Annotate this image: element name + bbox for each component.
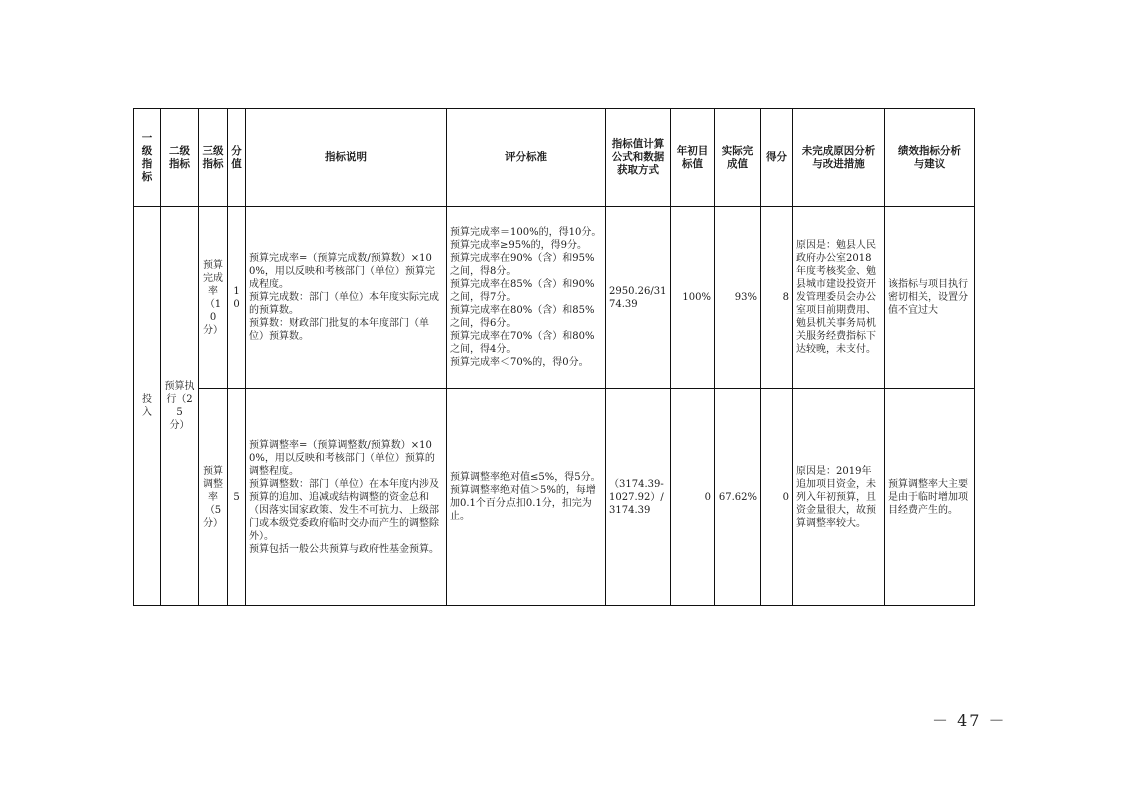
level2-cell: 预算执 行（25 分） xyxy=(161,207,199,606)
header-target: 年初目 标值 xyxy=(671,109,715,207)
target-cell: 0 xyxy=(671,389,715,606)
actual-cell: 67.62% xyxy=(715,389,761,606)
reason-cell: 原因是：勉县人民政府办公室2018年度考核奖金、勉县城市建设投资开发管理委员会办公室项目前期费用、勉县机关事务局机关服务经费指标下达较晚，未支付。 xyxy=(793,207,885,389)
score-cell: 8 xyxy=(761,207,793,389)
table-row xyxy=(134,207,975,389)
header-level3: 三级 指标 xyxy=(199,109,228,207)
level3-cell: 预算 完成 率 （10 分） xyxy=(199,207,228,389)
formula-cell: 2950.26/3174.39 xyxy=(606,207,671,389)
description-cell: 预算调整率=（预算调整数/预算数）×100%，用以反映和考核部门（单位）预算的调整程度。 预算调整数：部门（单位）在本年度内涉及预算的追加、追减或结构调整的资金总和（因落实国家政策、发生不可抗力、上级部门或本级党委政府临时交办而产生的调整除外）。 预算包括一般公共预算与政府性基金预算。 xyxy=(246,389,447,606)
description-cell: 预算完成率=（预算完成数/预算数）×100%，用以反映和考核部门（单位）预算完成程度。 预算完成数：部门（单位）本年度实际完成的预算数。 预算数：财政部门批复的本年度部门（单位）预算数。 xyxy=(246,207,447,389)
reason-cell: 原因是：2019年追加项目资金，未列入年初预算，且资金量很大，故预算调整率较大。 xyxy=(793,389,885,606)
header-reason: 未完成原因分析 与改进措施 xyxy=(793,109,885,207)
criteria-cell: 预算调整率绝对值≤5%，得5分。 预算调整率绝对值＞5%的，每增加0.1个百分点扣0.1分，扣完为止。 xyxy=(447,389,606,606)
page-number: － 47 － xyxy=(932,711,1007,730)
header-actual: 实际完 成值 xyxy=(715,109,761,207)
header-formula: 指标值计算 公式和数据 获取方式 xyxy=(606,109,671,207)
actual-cell: 93% xyxy=(715,207,761,389)
formula-cell: （3174.39-1027.92）/3174.39 xyxy=(606,389,671,606)
header-level2: 二级 指标 xyxy=(161,109,199,207)
score-value-cell: 5 xyxy=(228,389,246,606)
analysis-cell: 预算调整率大主要是由于临时增加项目经费产生的。 xyxy=(885,389,975,606)
header-analysis: 绩效指标分析 与建议 xyxy=(885,109,975,207)
score-value-cell: 10 xyxy=(228,207,246,389)
criteria-cell: 预算完成率＝100%的，得10分。 预算完成率≥95%的，得9分。 预算完成率在90%（含）和95%之间，得8分。 预算完成率在85%（含）和90%之间，得7分。 预算完成率在80%（含）和85%之间，得6分。 预算完成率在70%（含）和80%之间，得4分。 预算完成率＜70%的，得0分。 xyxy=(447,207,606,389)
header-criteria: 评分标准 xyxy=(447,109,606,207)
target-cell: 100% xyxy=(671,207,715,389)
score-cell: 0 xyxy=(761,389,793,606)
header-level1: 一级 指标 xyxy=(134,109,161,207)
header-score-value: 分 值 xyxy=(228,109,246,207)
level1-cell: 投 入 xyxy=(134,207,161,606)
performance-table xyxy=(133,108,975,606)
header-description: 指标说明 xyxy=(246,109,447,207)
table-row xyxy=(134,389,975,606)
analysis-cell: 该指标与项目执行密切相关，设置分值不宜过大 xyxy=(885,207,975,389)
level3-cell: 预算 调整 率 （5 分） xyxy=(199,389,228,606)
header-row xyxy=(134,109,975,207)
header-score: 得分 xyxy=(761,109,793,207)
